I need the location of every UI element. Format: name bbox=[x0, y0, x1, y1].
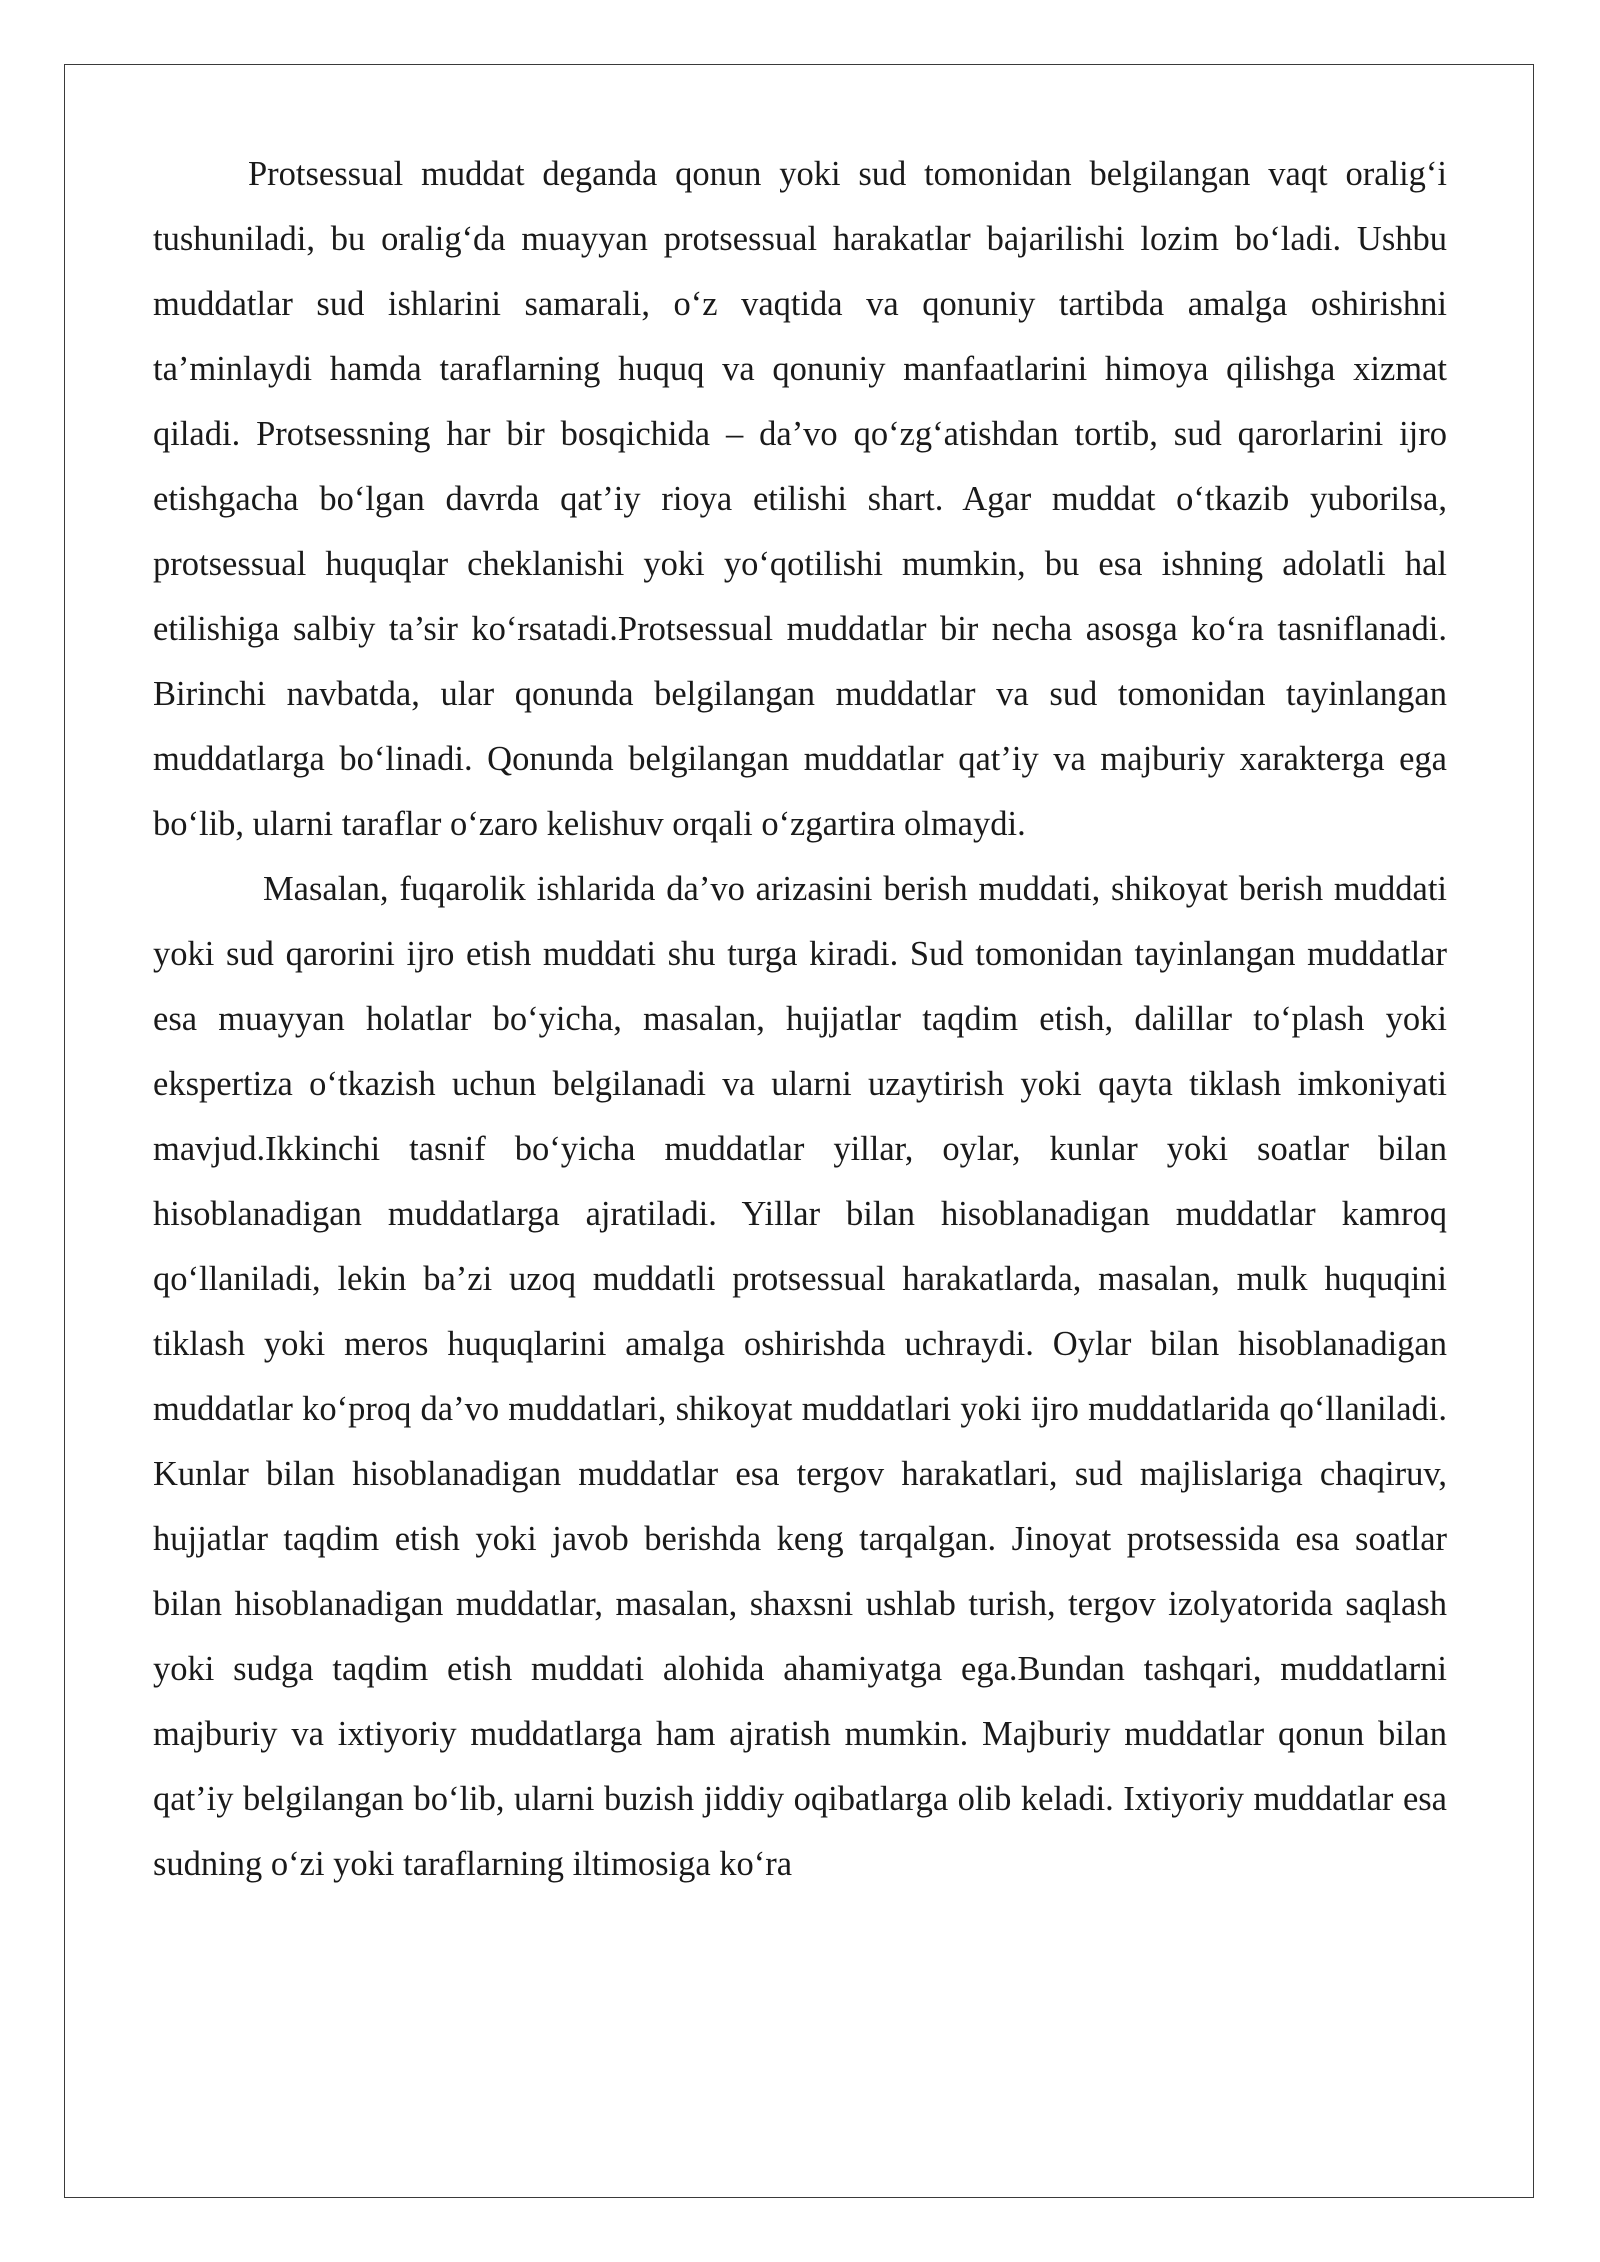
paragraph-2: Masalan, fuqarolik ishlarida da’vo arizasini berish muddati, shikoyat berish muddati yoki sud qarorini ijro etish muddati shu turga kiradi. Sud tomonidan tayinlangan muddatlar esa muayyan holatlar bo‘yicha, masalan, hujjatlar taqdim etish, dalillar to‘plash yoki ekspertiza o‘tkazish uchun belgilanadi va ularni uzaytirish yoki qayta tiklash imkoniyati mavjud.Ikkinchi tasnif bo‘yicha muddatlar yillar, oylar, kunlar yoki soatlar bilan hisoblanadigan muddatlarga ajratiladi. Yillar bilan hisoblanadigan muddatlar kamroq qo‘llaniladi, lekin ba’zi uzoq muddatli protsessual harakatlarda, masalan, mulk huquqini tiklash yoki meros huquqlarini amalga oshirishda uchraydi. Oylar bilan hisoblanadigan muddatlar ko‘proq da’vo muddatlari, shikoyat muddatlari yoki ijro muddatlarida qo‘llaniladi. Kunlar bilan hisoblanadigan muddatlar esa tergov harakatlari, sud majlislariga chaqiruv, hujjatlar taqdim etish yoki javob berishda keng tarqalgan. Jinoyat protsessida esa soatlar bilan hisoblanadigan muddatlar, masalan, shaxsni ushlab turish, tergov izolyatorida saqlash yoki sudga taqdim etish muddati alohida ahamiyatga ega.Bundan tashqari, muddatlarni majburiy va ixtiyoriy muddatlarga ham ajratish mumkin. Majburiy muddatlar qonun bilan qat’iy belgilangan bo‘lib, ularni buzish jiddiy oqibatlarga olib keladi. Ixtiyoriy muddatlar esa sudning o‘zi yoki taraflarning iltimosiga ko‘ra bbox=[153, 870, 1447, 1883]
document-body bbox=[153, 142, 1447, 1897]
paragraph-1: Protsessual muddat deganda qonun yoki sud tomonidan belgilangan vaqt oralig‘i tushuniladi, bu oralig‘da muayyan protsessual harakatlar bajarilishi lozim bo‘ladi. Ushbu muddatlar sud ishlarini samarali, o‘z vaqtida va qonuniy tartibda amalga oshirishni ta’minlaydi hamda taraflarning huquq va qonuniy manfaatlarini himoya qilishga xizmat qiladi. Protsessning har bir bosqichida – da’vo qo‘zg‘atishdan tortib, sud qarorlarini ijro etishgacha bo‘lgan davrda qat’iy rioya etilishi shart. Agar muddat o‘tkazib yuborilsa, protsessual huquqlar cheklanishi yoki yo‘qotilishi mumkin, bu esa ishning adolatli hal etilishiga salbiy ta’sir ko‘rsatadi.Protsessual muddatlar bir necha asosga ko‘ra tasniflanadi. Birinchi navbatda, ular qonunda belgilangan muddatlar va sud tomonidan tayinlangan muddatlarga bo‘linadi. Qonunda belgilangan muddatlar qat’iy va majburiy xarakterga ega bo‘lib, ularni taraflar o‘zaro kelishuv orqali o‘zgartira olmaydi. bbox=[153, 155, 1447, 843]
